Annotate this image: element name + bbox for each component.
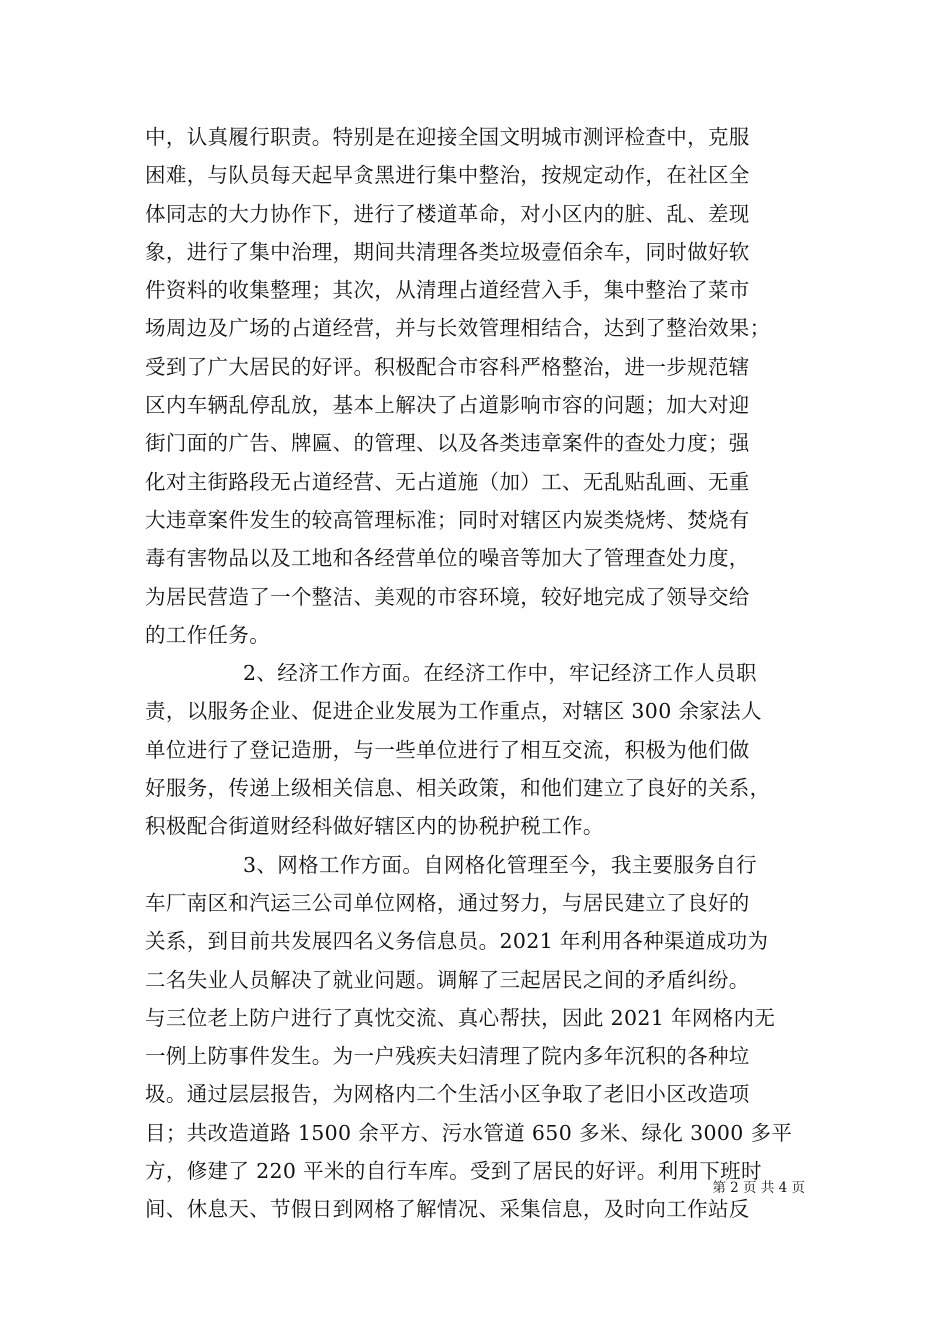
text-line: 街门面的广告、牌匾、的管理、以及各类违章案件的查处力度；强 [145,431,750,456]
text-line: 体同志的大力协作下，进行了楼道革命，对小区内的脏、乱、差现 [145,201,750,226]
text-line: 间、休息天、节假日到网格了解情况、采集信息，及时向工作站反 [145,1197,750,1222]
text-line: 大违章案件发生的较高管理标准；同时对辖区内炭类烧烤、焚烧有 [145,507,750,532]
paragraph-heading-grid: 3、网格工作方面。自网格化管理至今，我主要服务自行 [243,852,757,877]
text-line: 圾。通过层层报告，为网格内二个生活小区争取了老旧小区改造项 [145,1082,750,1107]
text-line: 受到了广大居民的好评。积极配合市容科严格整治，进一步规范辖 [145,354,750,379]
text-line: 车厂南区和汽运三公司单位网格，通过努力，与居民建立了良好的 [145,890,750,915]
text-line: 象，进行了集中治理，期间共清理各类垃圾壹佰余车，同时做好软 [145,239,750,264]
paragraph-heading-economic: 2、经济工作方面。在经济工作中，牢记经济工作人员职 [243,661,757,686]
text-line: 区内车辆乱停乱放，基本上解决了占道影响市容的问题；加大对迎 [145,393,750,418]
text-line: 责，以服务企业、促进企业发展为工作重点，对辖区 300 余家法人 [145,699,762,724]
text-line: 二名失业人员解决了就业问题。调解了三起居民之间的矛盾纠纷。 [145,967,750,992]
text-line: 目；共改造道路 1500 余平方、污水管道 650 多米、绿化 3000 多平 [145,1120,793,1145]
text-line: 为居民营造了一个整洁、美观的市容环境，较好地完成了领导交给 [145,584,750,609]
text-line: 中，认真履行职责。特别是在迎接全国文明城市测评检查中，克服 [145,125,750,149]
text-line: 化对主街路段无占道经营、无占道施（加）工、无乱贴乱画、无重 [145,469,750,494]
text-line: 积极配合街道财经科做好辖区内的协税护税工作。 [145,814,604,839]
text-line: 一例上防事件发生。为一户残疾夫妇清理了院内多年沉积的各种垃 [145,1044,750,1069]
text-line: 单位进行了登记造册，与一些单位进行了相互交流，积极为他们做 [145,737,750,762]
text-line: 困难，与队员每天起早贪黑进行集中整治，按规定动作，在社区全 [145,163,750,188]
text-line: 毒有害物品以及工地和各经营单位的噪音等加大了管理查处力度， [145,546,750,571]
text-line: 件资料的收集整理；其次，从清理占道经营入手，集中整治了菜市 [145,278,750,303]
text-line: 关系，到目前共发展四名义务信息员。2021 年利用各种渠道成功为 [145,929,769,954]
text-line: 方，修建了 220 平米的自行车库。受到了居民的好评。利用下班时 [145,1159,762,1184]
text-line: 的工作任务。 [145,622,271,647]
text-line: 好服务，传递上级相关信息、相关政策，和他们建立了良好的关系， [145,776,771,801]
text-line: 与三位老上防户进行了真忱交流、真心帮扶，因此 2021 年网格内无 [145,1005,776,1030]
body-text [145,118,810,1229]
text-line: 场周边及广场的占道经营，并与长效管理相结合，达到了整治效果； [145,316,771,341]
page-number-footer: 第 2 页 共 4 页 [712,1180,805,1196]
